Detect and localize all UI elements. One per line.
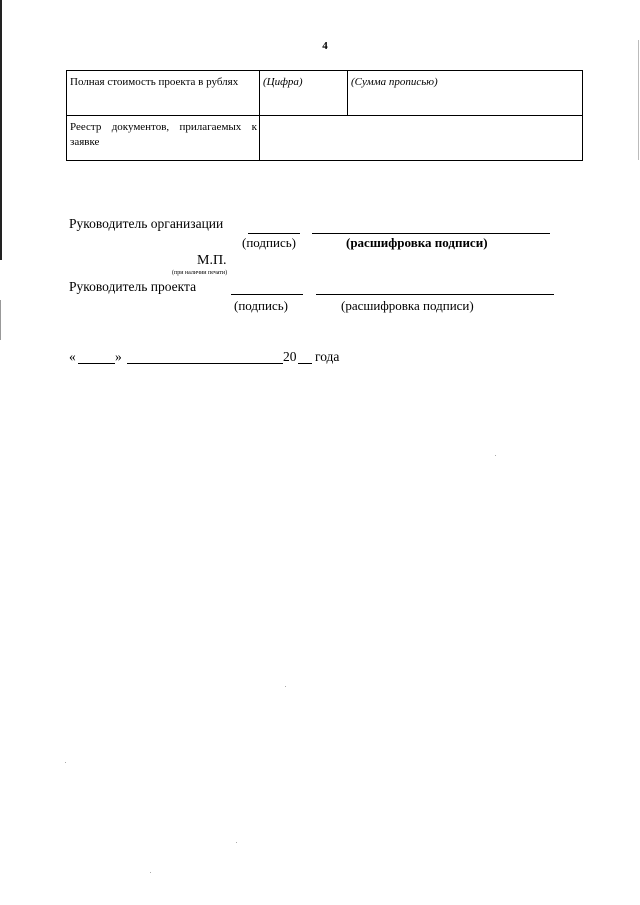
page-number: 4 — [322, 40, 328, 52]
org-signature-caption: (подпись) — [242, 235, 296, 250]
stamp-note: (при наличии печати) — [172, 270, 228, 276]
stamp-label: М.П. — [197, 253, 227, 268]
scan-speck — [495, 455, 496, 456]
date-open-quote: « — [69, 349, 76, 364]
date-close-quote: » — [115, 349, 122, 364]
documents-registry-field[interactable] — [260, 116, 583, 161]
scan-edge-mark — [0, 0, 2, 260]
org-decode-caption: (расшифровка подписи) — [346, 235, 488, 250]
date-year-line[interactable] — [298, 363, 312, 364]
org-name-decode-line[interactable] — [312, 233, 550, 234]
project-head-label: Руководитель проекта — [69, 279, 197, 294]
scan-speck — [285, 686, 286, 687]
table-cell-label — [67, 116, 260, 161]
project-name-decode-line[interactable] — [316, 294, 554, 295]
project-signature-line[interactable] — [231, 294, 303, 295]
documents-registry-label: Реестр документов, прилагаемых к заявке — [70, 121, 257, 148]
table-row — [67, 71, 583, 116]
project-info-table — [66, 70, 583, 161]
date-year-prefix: 20 — [283, 349, 297, 364]
date-month-line[interactable] — [127, 363, 283, 364]
org-signature-line[interactable] — [248, 233, 300, 234]
scan-edge-mark — [638, 40, 639, 160]
total-cost-label: Полная стоимость проекта в рублях — [70, 76, 239, 88]
table-cell-label — [67, 71, 260, 116]
project-signature-caption: (подпись) — [234, 298, 288, 313]
cost-words-field[interactable] — [348, 71, 583, 116]
project-decode-caption: (расшифровка подписи) — [341, 298, 474, 313]
table-row — [67, 116, 583, 161]
scan-speck — [65, 762, 66, 763]
cost-digits-field[interactable] — [260, 71, 348, 116]
cost-digits-hint: (Цифра) — [263, 76, 303, 88]
scan-edge-mark — [0, 300, 1, 340]
scan-speck — [150, 872, 151, 873]
cost-words-hint: (Сумма прописью) — [351, 76, 438, 88]
scan-speck — [236, 842, 237, 843]
date-day-line[interactable] — [78, 363, 115, 364]
date-year-suffix: года — [315, 349, 340, 364]
org-head-label: Руководитель организации — [69, 216, 224, 231]
